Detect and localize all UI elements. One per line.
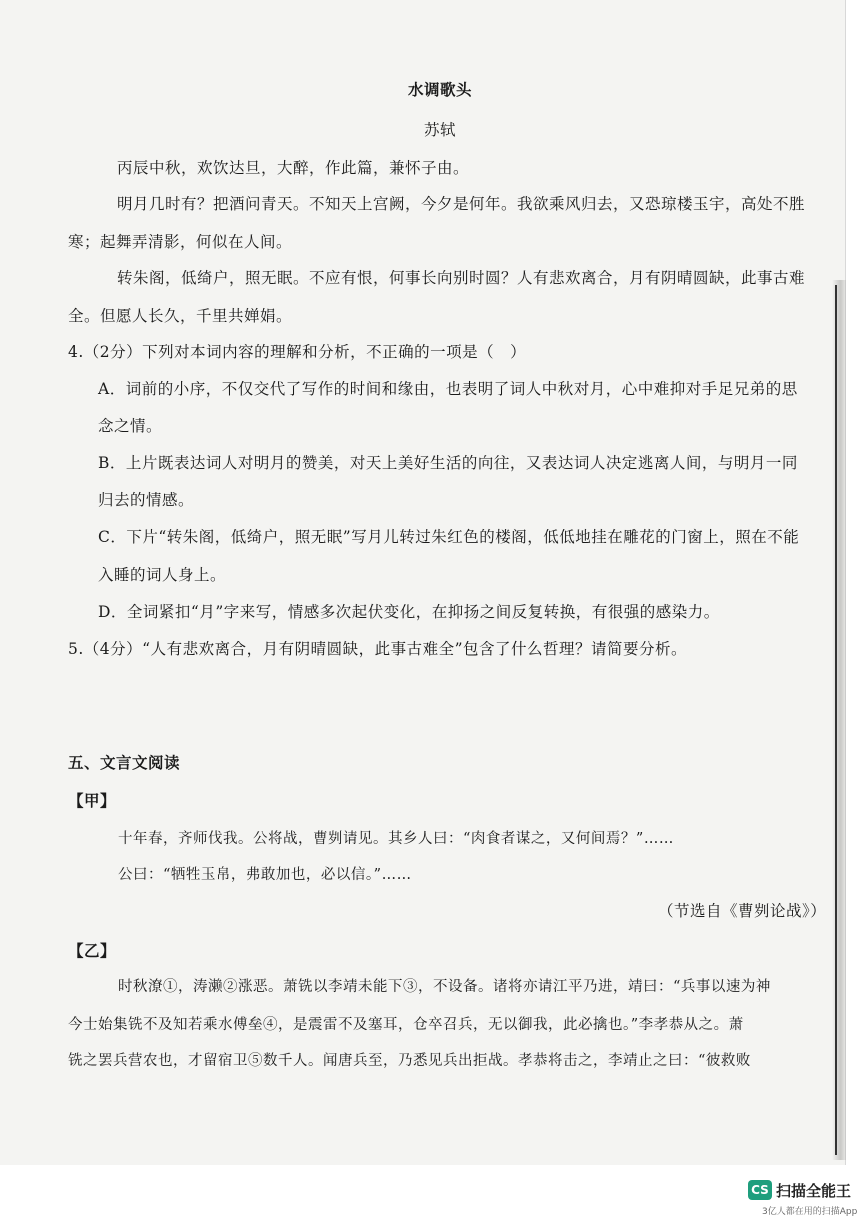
question-4-option-a-line2: 念之情。	[98, 417, 163, 435]
poem-stanza1-line2: 寒；起舞弄清影，何似在人间。	[68, 233, 293, 251]
passage-yi-line2: 今士始集铣不及知若乘水傅垒④，是震雷不及塞耳，仓卒召兵，无以御我，此必擒也。”李孝恭从之。萧	[68, 1017, 744, 1033]
question-4-option-b-line2: 归去的情感。	[98, 491, 195, 509]
question-4-option-c-line2: 入睡的词人身上。	[98, 566, 227, 584]
poem-stanza2-line1: 转朱阁，低绮户，照无眠。不应有恨，何事长向别时圆？人有悲欢离合，月有阴晴圆缺，此事古难	[117, 269, 806, 287]
poem-author: 苏轼	[423, 121, 456, 139]
question-4-option-b-line1: B．上片既表达词人对明月的赞美，对天上美好生活的向往，又表达词人决定逃离人间，与明月一同	[98, 454, 798, 472]
poem-stanza2-line2: 全。但愿人长久，千里共婵娟。	[68, 307, 293, 325]
question-4-option-a-line1: A．词前的小序，不仅交代了写作的时间和缘由，也表明了词人中秋对月，心中难抑对手足兄弟的思	[98, 380, 798, 398]
section-heading: 五、文言文阅读	[68, 753, 181, 772]
poem-title: 水调歌头	[407, 80, 472, 99]
question-5-stem: 5.（4分）“人有悲欢离合，月有阴晴圆缺，此事古难全”包含了什么哲理？请简要分析。	[68, 640, 688, 658]
camscanner-tagline: 3亿人都在用的扫描App	[762, 1207, 858, 1217]
passage-jia-label: 【甲】	[68, 791, 117, 810]
question-4-option-c-line1: C．下片“转朱阁，低绮户，照无眠”写月儿转过朱红色的楼阁，低低地挂在雕花的门窗上，照在不能	[98, 528, 800, 546]
poem-preface: 丙辰中秋，欢饮达旦，大醉，作此篇，兼怀子由。	[117, 159, 470, 177]
camscanner-app-name: 扫描全能王	[776, 1182, 852, 1200]
question-4-option-d: D．全词紧扣“月”字来写，情感多次起伏变化，在抑扬之间反复转换，有很强的感染力。	[98, 603, 720, 621]
passage-yi-line1: 时秋潦①，涛濑②涨恶。萧铣以李靖未能下③，不设备。诸将亦请江平乃进，靖曰：“兵事以速为神	[118, 979, 771, 995]
scan-footer	[0, 1165, 867, 1227]
passage-jia-line2: 公曰：“牺牲玉帛，弗敢加也，必以信。”……	[118, 867, 412, 883]
passage-yi-label: 【乙】	[68, 941, 117, 960]
passage-jia-source: （节选自《曹刿论战》）	[658, 902, 827, 920]
camscanner-logo: CS	[748, 1180, 772, 1200]
page-edge-line	[835, 285, 837, 1155]
passage-yi-line3: 铣之罢兵营农也，才留宿卫⑤数千人。闻唐兵至，乃悉见兵出拒战。孝恭将击之，李靖止之曰：“彼救败	[68, 1053, 751, 1069]
passage-jia-line1: 十年春，齐师伐我。公将战，曹刿请见。其乡人曰：“肉食者谋之，又何间焉？”……	[118, 831, 674, 847]
question-4-stem: 4.（2分）下列对本词内容的理解和分析，不正确的一项是（ ）	[68, 343, 527, 361]
poem-stanza1-line1: 明月几时有？把酒问青天。不知天上宫阙，今夕是何年。我欲乘风归去，又恐琼楼玉宇，高处不胜	[117, 195, 806, 213]
